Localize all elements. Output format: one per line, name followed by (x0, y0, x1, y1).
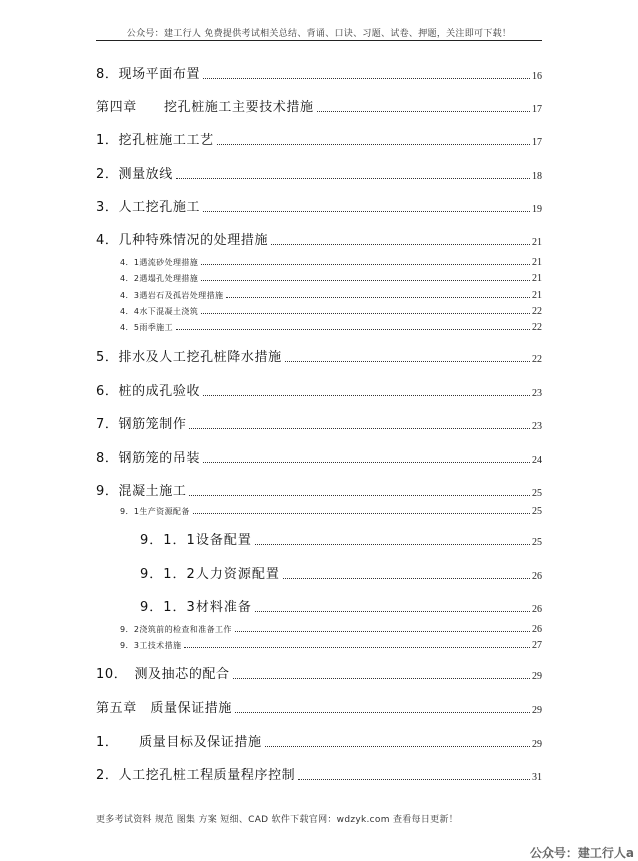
toc-entry-label: 7．钢筋笼制作 (96, 417, 187, 432)
toc-subentry[interactable] (96, 322, 542, 333)
toc-entry-label: 1． 质量目标及保证措施 (96, 735, 262, 750)
toc-subsubentry[interactable] (96, 529, 542, 548)
toc-entry[interactable] (96, 63, 542, 82)
toc-entry[interactable] (96, 764, 542, 783)
toc-entry-page: 17 (532, 104, 542, 115)
toc-entry-label: 6．桩的成孔验收 (96, 384, 201, 399)
toc-leader-dots (271, 243, 530, 245)
toc-entry[interactable] (96, 447, 542, 466)
header-note: 公众号：建工行人 免费提供考试相关总结、背诵、口诀、习题、试卷、押题，关注即可下载！ (126, 29, 512, 39)
toc-entry-label: 9．2浇筑前的检查和准备工作 (120, 625, 232, 634)
toc-leader-dots (203, 210, 530, 212)
toc-entry-page: 25 (532, 488, 542, 499)
toc-entry-label: 9．1．3材料准备 (140, 600, 252, 615)
toc-entry-label: 10． 测及抽芯的配合 (96, 667, 230, 682)
toc-entry-label: 4．2遇塌孔处理措施 (120, 274, 199, 283)
toc-subsubentry[interactable] (96, 596, 542, 615)
toc-entry[interactable] (96, 346, 542, 365)
toc-subentry[interactable] (96, 290, 542, 301)
toc-entry[interactable] (96, 697, 542, 716)
toc-entry-page: 31 (532, 772, 542, 783)
toc-entry-page: 21 (532, 273, 542, 284)
toc-entry[interactable] (96, 413, 542, 432)
toc-leader-dots (317, 110, 530, 112)
toc-entry-label: 2．测量放线 (96, 167, 173, 182)
toc-leader-dots (283, 577, 530, 579)
toc-entry-label: 3．人工挖孔施工 (96, 200, 201, 215)
toc-entry-label: 9．1．1设备配置 (140, 533, 252, 548)
toc-leader-dots (265, 745, 530, 747)
watermark: 公众号：建工行人a (529, 846, 634, 860)
toc-entry[interactable] (96, 731, 542, 750)
toc-leader-dots (176, 328, 530, 330)
toc-leader-dots (203, 77, 530, 79)
toc-subsubentry[interactable] (96, 563, 542, 582)
toc-entry-label: 9．3工技术措施 (120, 641, 182, 650)
toc-subentry[interactable] (96, 257, 542, 268)
toc-leader-dots (298, 778, 530, 780)
toc-entry-page: 22 (532, 306, 542, 317)
toc-entry-label: 9．1．2人力资源配置 (140, 567, 280, 582)
toc-entry-page: 27 (532, 640, 542, 651)
toc-subentry[interactable] (96, 640, 542, 651)
toc-leader-dots (203, 394, 530, 396)
toc-entry[interactable] (96, 229, 542, 248)
toc-leader-dots (217, 143, 530, 145)
toc-entry-label: 8．钢筋笼的吊装 (96, 451, 201, 466)
toc-leader-dots (255, 610, 530, 612)
footer-note: 更多考试资料 规范 图集 方案 短细、CAD 软件下载官网：wdzyk.com 查看每日更新！ (96, 815, 459, 825)
toc-entry[interactable] (96, 663, 542, 682)
toc-leader-dots (226, 296, 530, 298)
toc-entry-label: 第四章 挖孔桩施工主要技术措施 (96, 100, 314, 115)
toc-leader-dots (201, 279, 530, 281)
toc-entry-label: 4．几种特殊情况的处理措施 (96, 233, 269, 248)
toc-entry-page: 29 (532, 739, 542, 750)
toc-entry-label: 4．3遇岩石及孤岩处理措施 (120, 291, 224, 300)
toc-entry-page: 23 (532, 388, 542, 399)
toc-entry-label: 2．人工挖孔桩工程质量程序控制 (96, 768, 296, 783)
toc-leader-dots (184, 646, 530, 648)
toc-subentry[interactable] (96, 624, 542, 635)
header-divider (96, 40, 542, 41)
toc-entry[interactable] (96, 480, 542, 499)
toc-entry[interactable] (96, 129, 542, 148)
toc-entry-page: 26 (532, 624, 542, 635)
toc-entry-page: 26 (532, 604, 542, 615)
toc-leader-dots (233, 677, 530, 679)
toc-entry-page: 18 (532, 171, 542, 182)
toc-entry-page: 16 (532, 71, 542, 82)
toc-entry-label: 9．1生产资源配备 (120, 507, 190, 516)
toc-entry-page: 21 (532, 290, 542, 301)
toc-entry[interactable] (96, 163, 542, 182)
toc-entry-label: 8．现场平面布置 (96, 67, 201, 82)
toc-entry-page: 26 (532, 571, 542, 582)
toc-subentry[interactable] (96, 306, 542, 317)
toc-leader-dots (235, 711, 530, 713)
toc-leader-dots (189, 427, 530, 429)
toc-entry-label: 4．4水下混凝土浇筑 (120, 307, 199, 316)
toc-entry-page: 29 (532, 671, 542, 682)
toc-entry-page: 21 (532, 257, 542, 268)
toc-entry[interactable] (96, 196, 542, 215)
toc-leader-dots (235, 630, 530, 632)
toc-entry-page: 24 (532, 455, 542, 466)
toc-entry-page: 25 (532, 506, 542, 517)
toc-entry-label: 1．挖孔桩施工工艺 (96, 133, 214, 148)
toc-entry-page: 17 (532, 137, 542, 148)
toc-entry-page: 22 (532, 322, 542, 333)
toc-leader-dots (255, 543, 530, 545)
toc-entry-page: 25 (532, 537, 542, 548)
toc-entry-label: 5．排水及人工挖孔桩降水措施 (96, 350, 282, 365)
toc-leader-dots (285, 360, 530, 362)
toc-entry-label: 9．混凝土施工 (96, 484, 187, 499)
toc-subentry[interactable] (96, 506, 542, 517)
toc-leader-dots (201, 263, 530, 265)
toc-entry-page: 22 (532, 354, 542, 365)
toc-entry-label: 4．5雨季施工 (120, 323, 173, 332)
toc-entry[interactable] (96, 380, 542, 399)
toc-leader-dots (201, 312, 530, 314)
toc-entry-page: 19 (532, 204, 542, 215)
toc-entry-label: 第五章 质量保证措施 (96, 701, 233, 716)
toc-entry-label: 4．1遇流砂处理措施 (120, 258, 199, 267)
toc-subentry[interactable] (96, 273, 542, 284)
toc-leader-dots (203, 461, 530, 463)
toc-entry-page: 23 (532, 421, 542, 432)
toc-leader-dots (193, 512, 530, 514)
toc-entry-page: 21 (532, 237, 542, 248)
toc-entry[interactable] (96, 96, 542, 115)
toc-leader-dots (189, 494, 530, 496)
toc-entry-page: 29 (532, 705, 542, 716)
toc-leader-dots (176, 177, 530, 179)
